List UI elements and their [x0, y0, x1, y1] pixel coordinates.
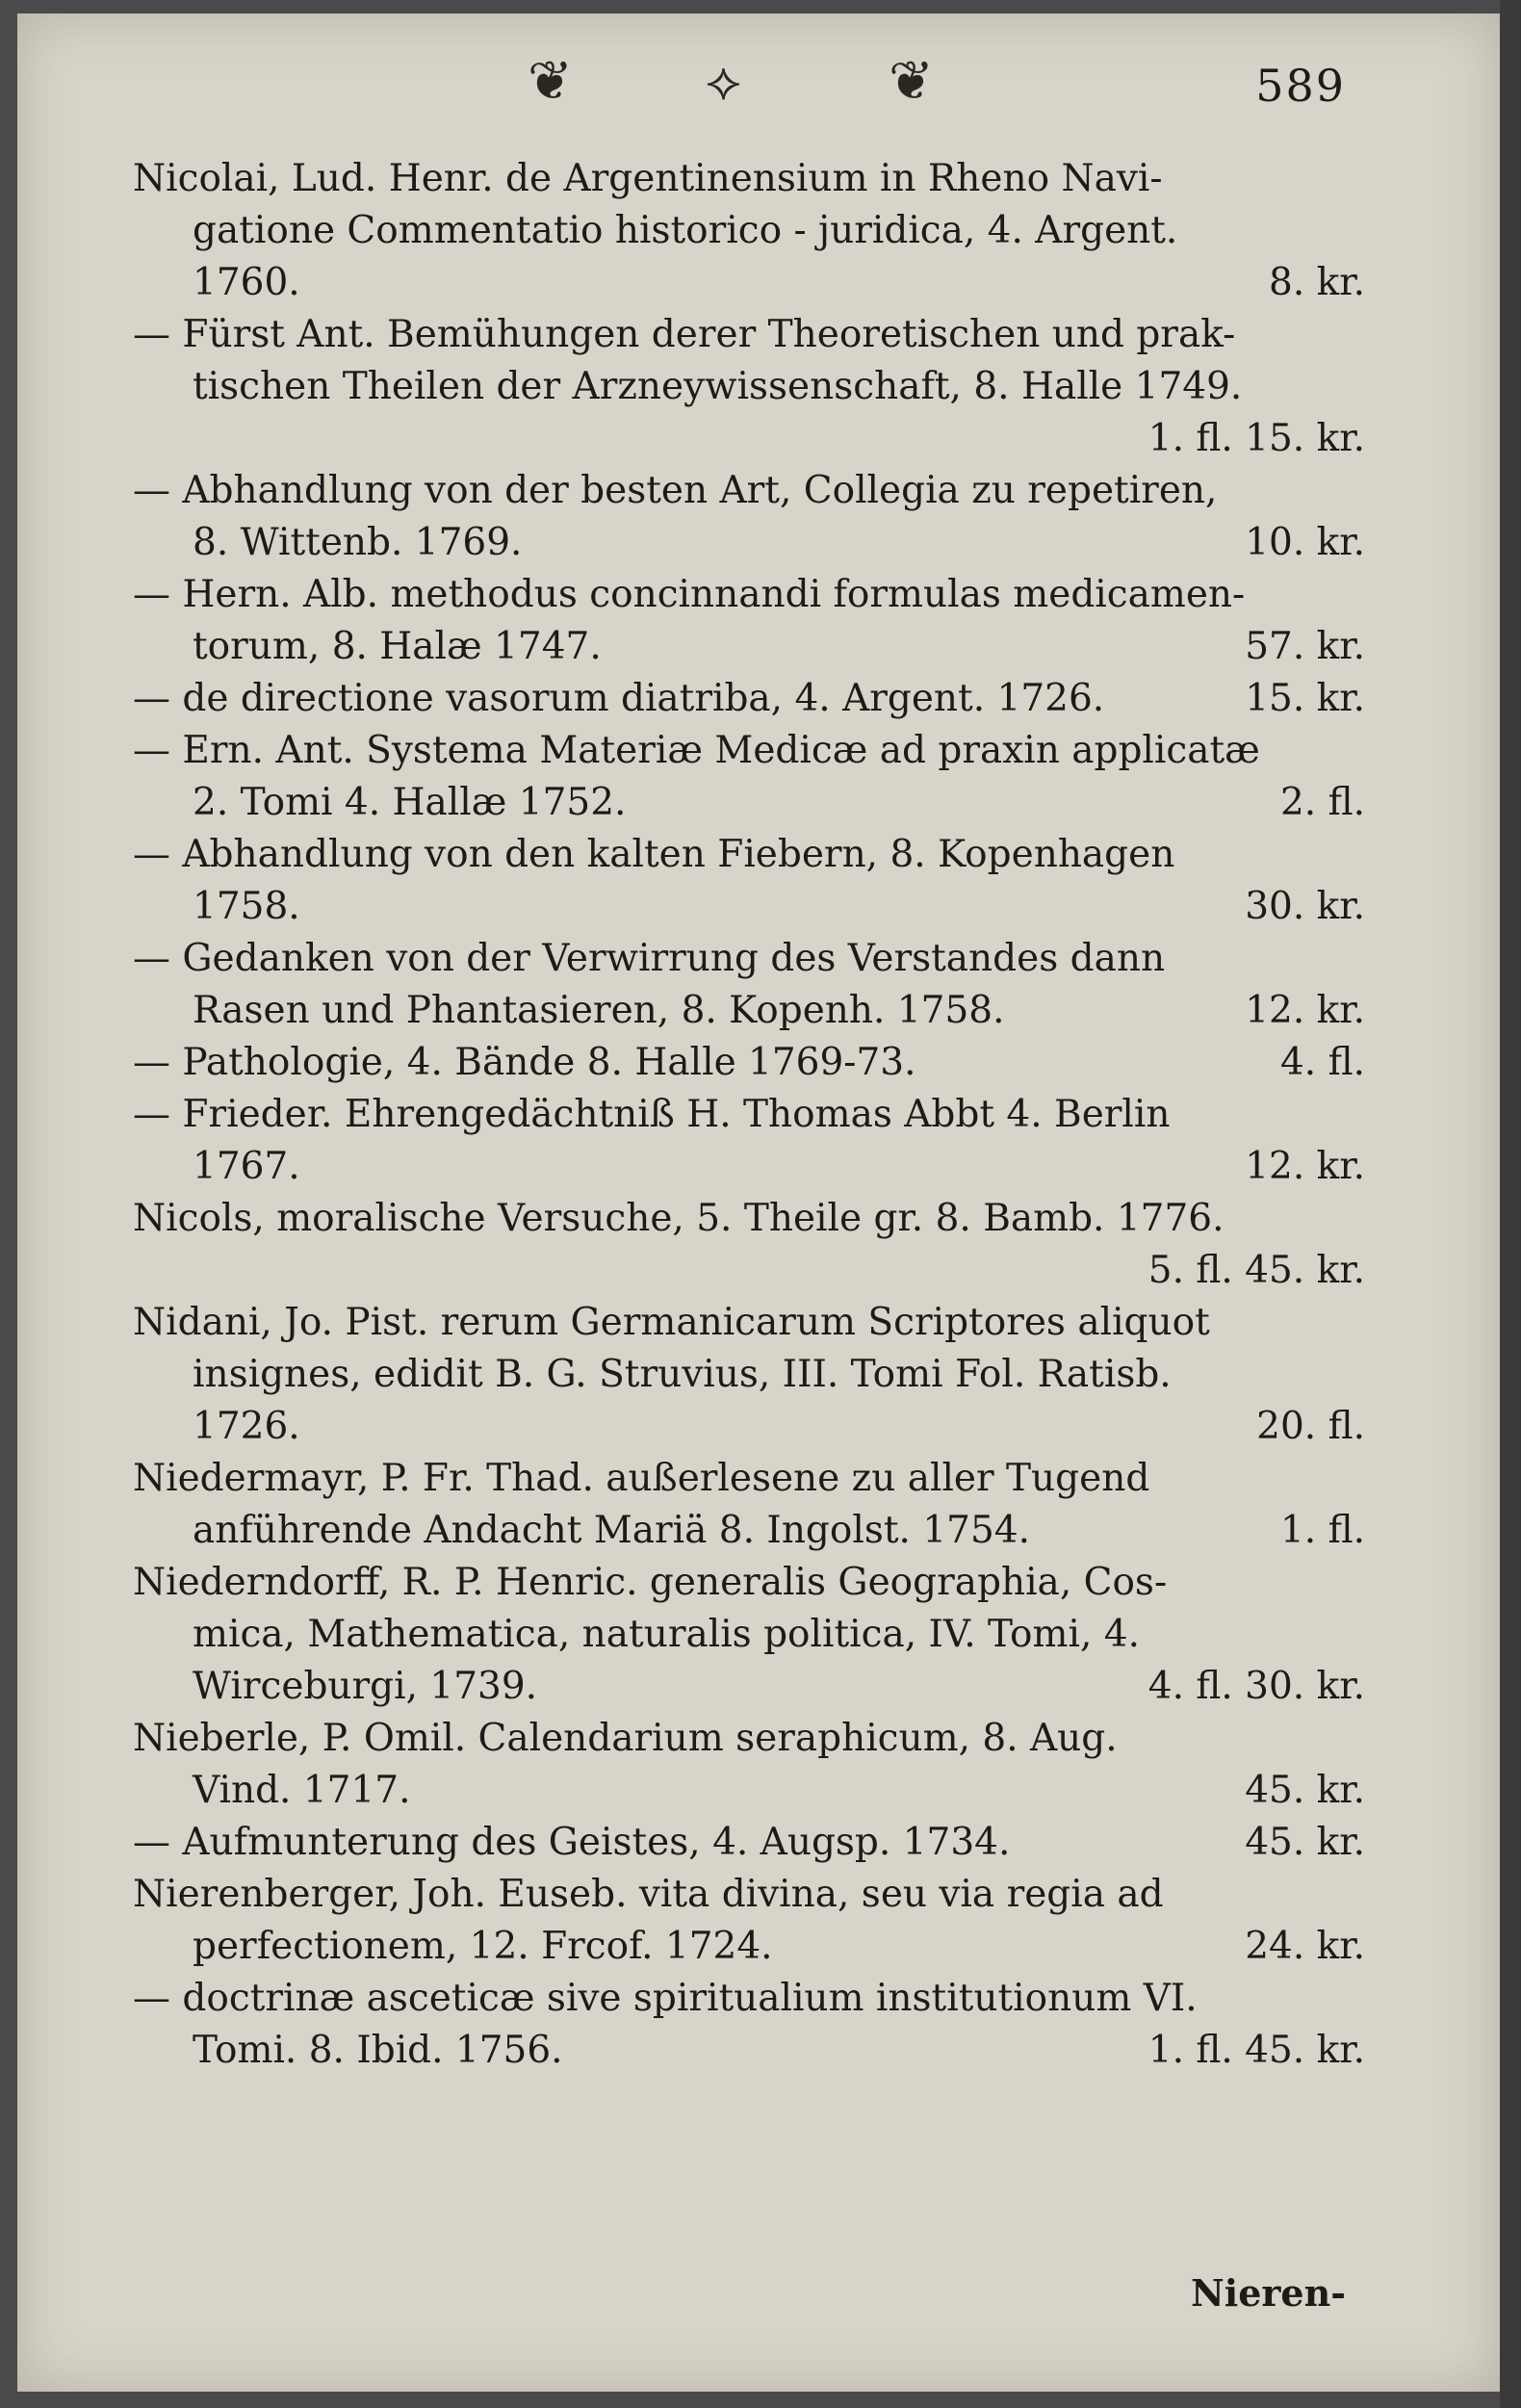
- entry-line: Nierenberger, Joh. Euseb. vita divina, seu via regia ad: [133, 1873, 1164, 1916]
- entry-line: Niederndorff, R. P. Henric. generalis Geographia, Cos-: [133, 1561, 1168, 1604]
- entry-line: gatione Commentatio historico - juridica, 4. Argent.: [193, 209, 1178, 252]
- catalog-entry: [133, 1869, 1365, 1973]
- entry-line: Nicolai, Lud. Henr. de Argentinensium in Rheno Navi-: [133, 157, 1163, 200]
- entry-line: — Fürst Ant. Bemühungen derer Theoretischen und prak-: [133, 313, 1236, 356]
- entry-line: — Aufmunterung des Geistes, 4. Augsp. 1734.: [133, 1821, 1011, 1864]
- fleuron-ornament-icon: ❦: [889, 50, 934, 113]
- entry-line: Nidani, Jo. Pist. rerum Germanicarum Scriptores aliquot: [133, 1301, 1210, 1344]
- entry-line: tischen Theilen der Arzneywissenschaft, 8. Halle 1749.: [193, 365, 1243, 408]
- entry-price: 24. kr.: [1245, 1925, 1365, 1968]
- catalog-entry: [133, 725, 1365, 829]
- entry-line: mica, Mathematica, naturalis politica, IV. Tomi, 4.: [193, 1613, 1140, 1656]
- catchword: Nieren-: [1191, 2271, 1346, 2315]
- catalog-entry: [133, 1557, 1365, 1713]
- catalog-entry: [133, 1297, 1365, 1453]
- entry-line: 2. Tomi 4. Hallæ 1752.: [193, 781, 627, 824]
- catalog-entry: [133, 1713, 1365, 1817]
- entry-line: — de directione vasorum diatriba, 4. Argent. 1726.: [133, 677, 1105, 720]
- catalog-entry: [133, 1089, 1365, 1193]
- entry-line: — Gedanken von der Verwirrung des Verstandes dann: [133, 937, 1166, 980]
- entry-line: anführende Andacht Mariä 8. Ingolst. 1754.: [193, 1509, 1030, 1552]
- entry-price: 45. kr.: [1245, 1821, 1365, 1864]
- entry-line: 1767.: [193, 1145, 300, 1188]
- catalog-entry: [133, 673, 1365, 725]
- entry-line: torum, 8. Halæ 1747.: [193, 625, 602, 668]
- entry-line: — Abhandlung von der besten Art, Collegia zu repetiren,: [133, 469, 1218, 512]
- entry-line: — Abhandlung von den kalten Fiebern, 8. Kopenhagen: [133, 833, 1175, 876]
- entry-line: — Hern. Alb. methodus concinnandi formulas medicamen-: [133, 573, 1246, 616]
- catalog-entries: [133, 153, 1365, 2077]
- entry-price: 15. kr.: [1245, 677, 1365, 720]
- entry-price: 12. kr.: [1245, 989, 1365, 1032]
- catalog-entry: [133, 933, 1365, 1037]
- entry-line: Rasen und Phantasieren, 8. Kopenh. 1758.: [193, 989, 1005, 1032]
- page-edge-shadow: [1500, 0, 1521, 2408]
- catalog-entry: [133, 1193, 1365, 1297]
- entry-line: Wirceburgi, 1739.: [193, 1665, 538, 1708]
- entry-line: 8. Wittenb. 1769.: [193, 521, 523, 564]
- entry-price: 45. kr.: [1245, 1769, 1365, 1812]
- entry-price: 8. kr.: [1269, 261, 1365, 304]
- entry-price: 57. kr.: [1245, 625, 1365, 668]
- entry-line: — Ern. Ant. Systema Materiæ Medicæ ad praxin applicatæ: [133, 729, 1260, 772]
- entry-price: 12. kr.: [1245, 1145, 1365, 1188]
- entry-price: 1. fl.: [1279, 1509, 1365, 1552]
- page-header: [17, 50, 1500, 117]
- entry-price: 20. fl.: [1256, 1405, 1365, 1448]
- entry-line: 1726.: [193, 1405, 300, 1448]
- entry-line: Niedermayr, P. Fr. Thad. außerlesene zu aller Tugend: [133, 1457, 1150, 1500]
- entry-line: Tomi. 8. Ibid. 1756.: [193, 2029, 563, 2072]
- catalog-entry: [133, 1817, 1365, 1869]
- catalog-entry: [133, 1453, 1365, 1557]
- entry-line: Nicols, moralische Versuche, 5. Theile gr. 8. Bamb. 1776.: [133, 1197, 1225, 1240]
- catalog-entry: [133, 1037, 1365, 1089]
- entry-line: Nieberle, P. Omil. Calendarium seraphicum, 8. Aug.: [133, 1717, 1118, 1760]
- catalog-entry: [133, 309, 1365, 465]
- entry-line: — Pathologie, 4. Bände 8. Halle 1769-73.: [133, 1041, 916, 1084]
- entry-line: Vind. 1717.: [193, 1769, 411, 1812]
- entry-price: 2. fl.: [1279, 781, 1365, 824]
- entry-line: 1758.: [193, 885, 300, 928]
- page-number: 589: [1255, 60, 1346, 112]
- catalog-entry: [133, 1973, 1365, 2077]
- entry-price: 4. fl. 30. kr.: [1147, 1665, 1365, 1708]
- entry-line: insignes, edidit B. G. Struvius, III. Tomi Fol. Ratisb.: [193, 1353, 1172, 1396]
- catalog-entry: [133, 153, 1365, 309]
- entry-line: 1760.: [193, 261, 300, 304]
- catalog-entry: [133, 465, 1365, 569]
- entry-price: 4. fl.: [1279, 1041, 1365, 1084]
- catalog-entry: [133, 829, 1365, 933]
- entry-price: 10. kr.: [1245, 521, 1365, 564]
- fleuron-ornament-icon: ❦: [528, 50, 573, 113]
- entry-price: 1. fl. 45. kr.: [1147, 2029, 1365, 2072]
- entry-price: 5. fl. 45. kr.: [1147, 1249, 1365, 1292]
- book-page: [17, 13, 1500, 2392]
- lozenge-ornament-icon: ⟡: [706, 50, 742, 113]
- entry-line: — doctrinæ asceticæ sive spiritualium institutionum VI.: [133, 1977, 1198, 2020]
- entry-line: — Frieder. Ehrengedächtniß H. Thomas Abbt 4. Berlin: [133, 1093, 1171, 1136]
- entry-price: 30. kr.: [1245, 885, 1365, 928]
- entry-line: perfectionem, 12. Frcof. 1724.: [193, 1925, 773, 1968]
- catalog-entry: [133, 569, 1365, 673]
- entry-price: 1. fl. 15. kr.: [1147, 417, 1365, 460]
